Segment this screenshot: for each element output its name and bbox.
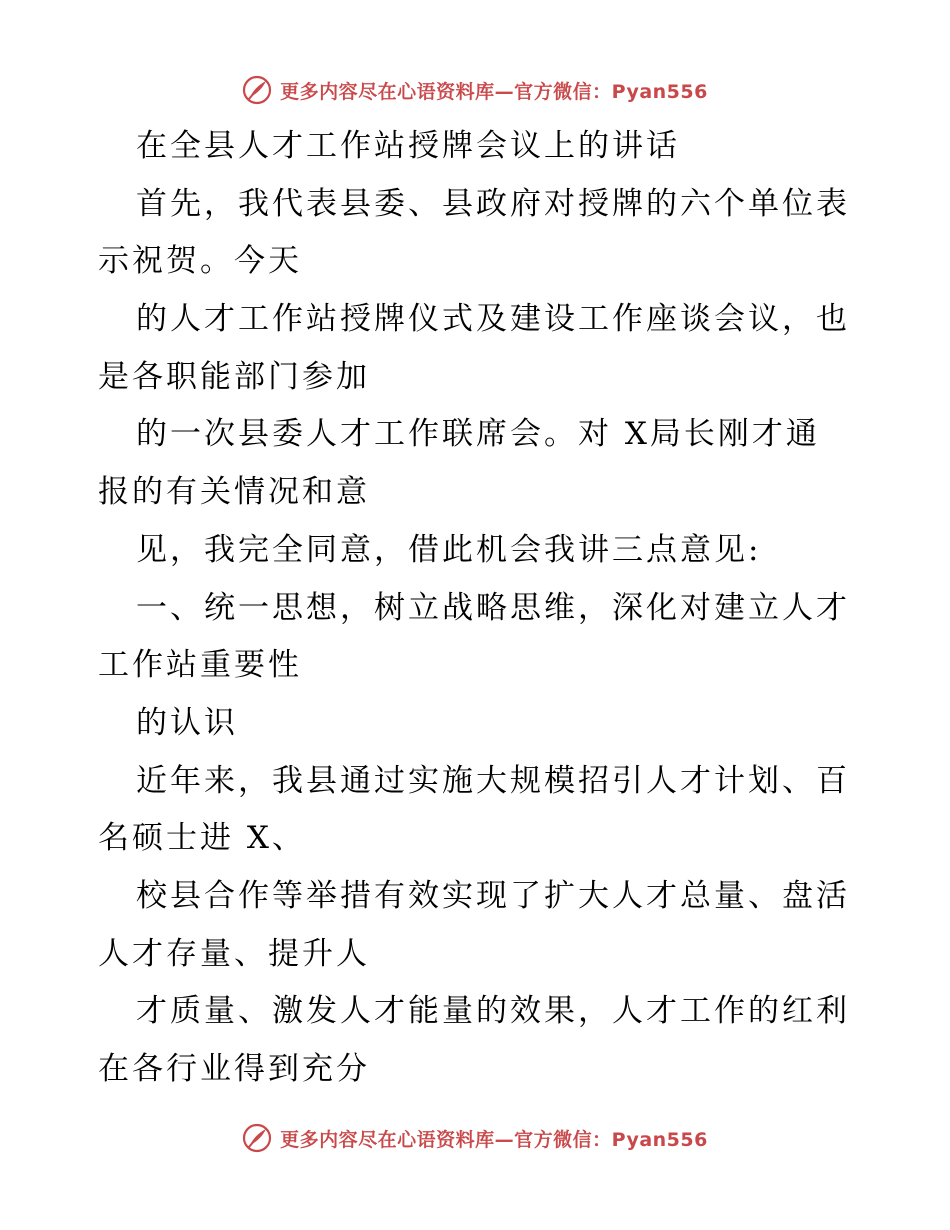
document-title: 在全县人才工作站授牌会议上的讲话: [136, 128, 680, 164]
banner-text: [280, 77, 708, 104]
text-line: 近年来，我县通过实施大规模招引人才计划、百: [136, 762, 850, 799]
banner-main-text: 更多内容尽在心语资料库: [280, 1128, 495, 1151]
banner-separator: —: [494, 1128, 515, 1151]
section-heading-continued: 的认识: [136, 704, 238, 741]
document-body: [98, 118, 858, 1099]
text-line: 校县合作等举措有效实现了扩大人才总量、盘活: [136, 877, 850, 914]
quill-pen-logo-icon: [242, 75, 272, 105]
banner-contact-text: 官方微信：Pyan556: [514, 80, 708, 103]
text-line: 的一次县委人才工作联席会。对 X局长刚才通: [136, 416, 820, 453]
section-heading-continued: 工作站重要性: [98, 647, 302, 684]
text-line: 报的有关情况和意: [98, 474, 370, 511]
banner-separator: —: [494, 80, 515, 103]
quill-pen-logo-icon: [242, 1123, 272, 1153]
text-line: 人才存量、提升人: [98, 935, 370, 972]
header-banner: [0, 72, 950, 108]
section-heading: 一、统一思想，树立战略思维，深化对建立人才: [136, 589, 850, 626]
text-line: 名硕士进 X、: [98, 820, 306, 857]
text-line: 是各职能部门参加: [98, 358, 370, 395]
banner-main-text: 更多内容尽在心语资料库: [280, 80, 495, 103]
text-line: 才质量、激发人才能量的效果，人才工作的红利: [136, 993, 850, 1030]
footer-banner: [0, 1120, 950, 1156]
banner-contact-text: 官方微信：Pyan556: [514, 1128, 708, 1151]
text-line: 见，我完全同意，借此机会我讲三点意见:: [136, 531, 762, 568]
text-line: 的人才工作站授牌仪式及建设工作座谈会议，也: [136, 301, 850, 338]
text-line: 首先，我代表县委、县政府对授牌的六个单位表: [136, 185, 850, 222]
text-line: 示祝贺。今天: [98, 243, 302, 280]
banner-text: [280, 1125, 708, 1152]
text-line: 在各行业得到充分: [98, 1051, 370, 1087]
